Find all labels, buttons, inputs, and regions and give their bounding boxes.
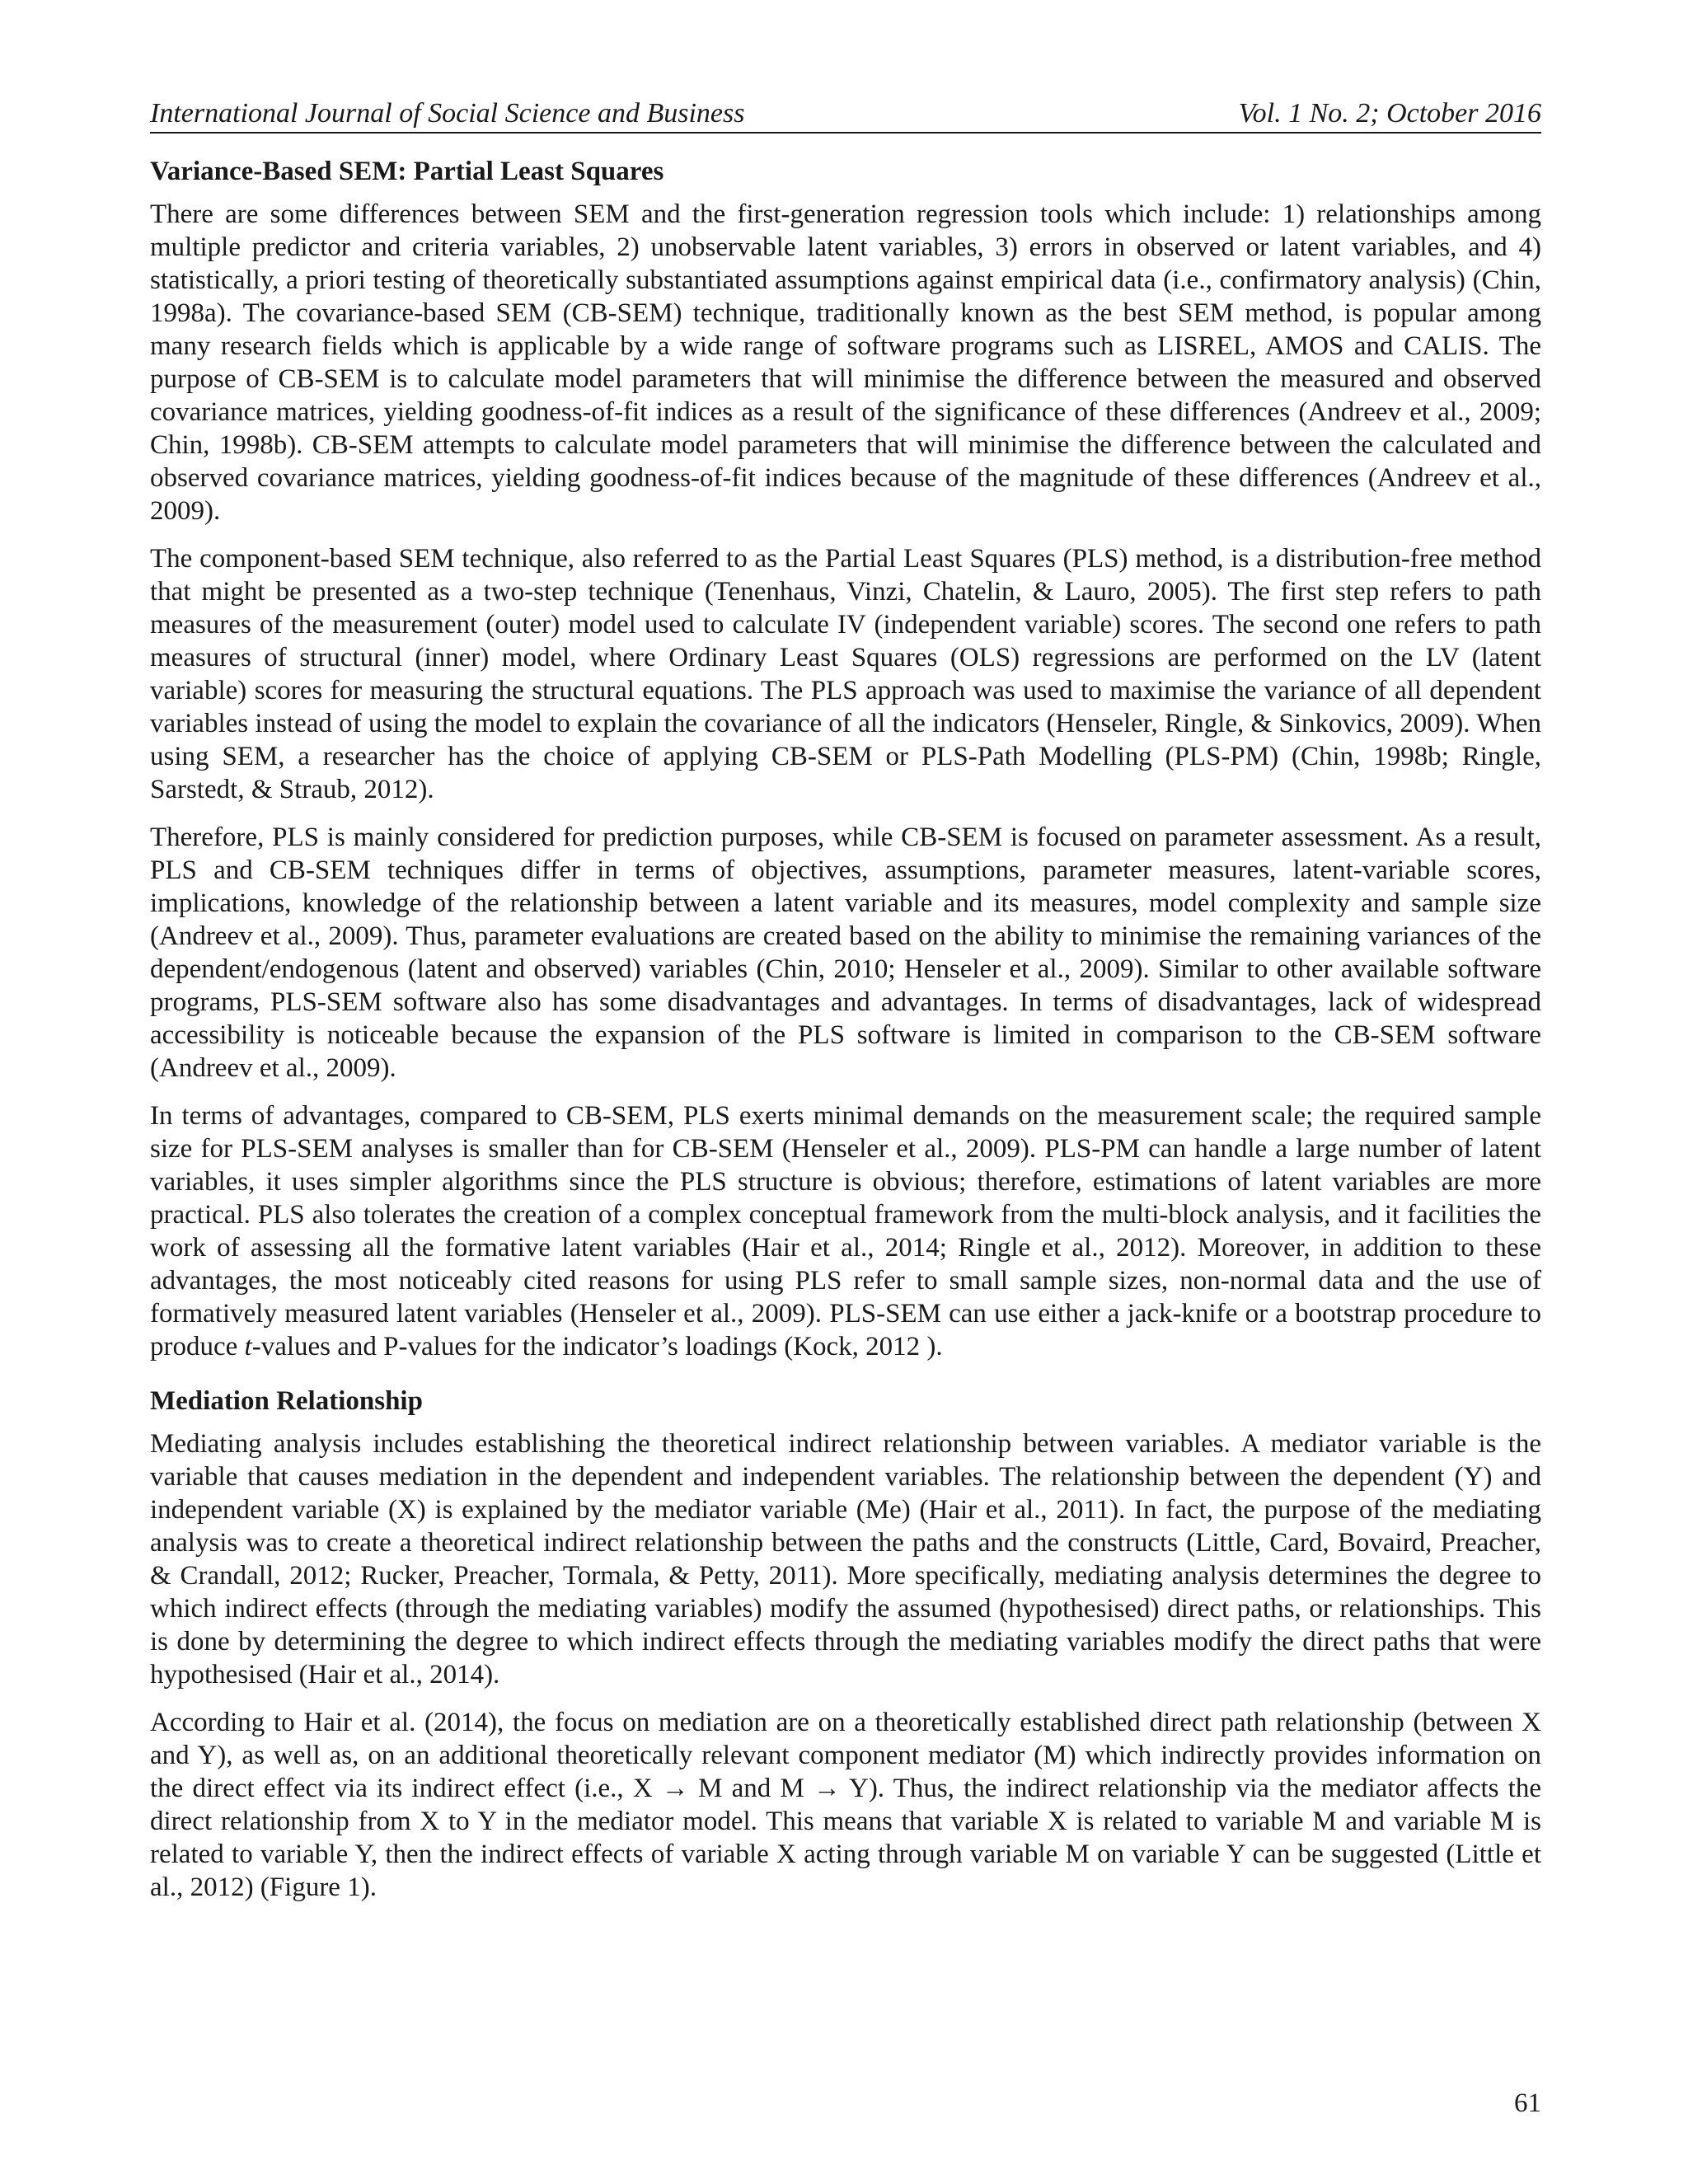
paragraph-sem-differences: There are some differences between SEM and the first-generation regression tools which include: 1) relationships among multiple predictor and criteria variables, 2) unobservable latent variables, 3) errors in observed or latent variables, and 4) statistically, a priori testing of theoretically substantiated assumptions against empirical data (i.e., confirmatory analysis) (Chin, 1998a). The covariance-based SEM (CB-SEM) technique, traditionally known as the best SEM method, is popular among many research fields which is applicable by a wide range of software programs such as LISREL, AMOS and CALIS. The purpose of CB-SEM is to calculate model parameters that will minimise the difference between the measured and observed covariance matrices, yielding goodness-of-fit indices as a result of the significance of these differences (Andreev et al., 2009; Chin, 1998b). CB-SEM attempts to calculate model parameters that will minimise the difference between the calculated and observed covariance matrices, yielding goodness-of-fit indices because of the magnitude of these differences (Andreev et al., 2009). (150, 199, 1541, 526)
paragraph-pls-advantages (150, 1099, 1541, 1363)
section-heading-mediation: Mediation Relationship (150, 1386, 423, 1416)
advantages-text-part-1: In terms of advantages, compared to CB-SEM, PLS exerts minimal demands on the measurement scale; the required sample size for PLS-SEM analyses is smaller than for CB-SEM (Henseler et al., 2009). PLS-PM can handle a large number of latent variables, it uses simpler algorithms since the PLS structure is obvious; therefore, estimations of latent variables are more practical. PLS also tolerates the creation of a complex conceptual framework from the multi-block analysis, and it facilities the work of assessing all the formative latent variables (Hair et al., 2014; Ringle et al., 2012). Moreover, in addition to these advantages, the most noticeably cited reasons for using PLS refer to small sample sizes, non-normal data and the use of formatively measured latent variables (Henseler et al., 2009). PLS-SEM can use either a jack-knife or a bootstrap procedure to produce (150, 1101, 1541, 1361)
volume-issue: Vol. 1 No. 2; October 2016 (1238, 98, 1541, 129)
paragraph-component-based-sem: The component-based SEM technique, also referred to as the Partial Least Squares (PLS) method, is a distribution-free method that might be presented as a two-step technique (Tenenhaus, Vinzi, Chatelin, & Lauro, 2005). The first step refers to path measures of the measurement (outer) model used to calculate IV (independent variable) scores. The second one refers to path measures of structural (inner) model, where Ordinary Least Squares (OLS) regressions are performed on the LV (latent variable) scores for measuring the structural equations. The PLS approach was used to maximise the variance of all dependent variables instead of using the model to explain the covariance of all the indicators (Henseler, Ringle, & Sinkovics, 2009). When using SEM, a researcher has the choice of applying CB-SEM or PLS-Path Modelling (PLS-PM) (Chin, 1998b; Ringle, Sarstedt, & Straub, 2012). (150, 544, 1541, 804)
journal-title: International Journal of Social Science and Business (150, 98, 745, 129)
page (150, 97, 1541, 1919)
page-number: 61 (1514, 2088, 1541, 2118)
paragraph-hair-mediation: According to Hair et al. (2014), the focus on mediation are on a theoretically established direct path relationship (between X and Y), as well as, on an additional theoretically relevant component mediator (M) which indirectly provides information on the direct effect via its indirect effect (i.e., X → M and M → Y). Thus, the indirect relationship via the mediator affects the direct relationship from X to Y in the mediator model. This means that variable X is related to variable M and variable M is related to variable Y, then the indirect effects of variable X acting through variable M on variable Y can be suggested (Little et al., 2012) (Figure 1). (150, 1708, 1541, 1902)
paragraph-pls-prediction: Therefore, PLS is mainly considered for prediction purposes, while CB-SEM is focused on parameter assessment. As a result, PLS and CB-SEM techniques differ in terms of objectives, assumptions, parameter measures, latent-variable scores, implications, knowledge of the relationship between a latent variable and its measures, model complexity and sample size (Andreev et al., 2009). Thus, parameter evaluations are created based on the ability to minimise the remaining variances of the dependent/endogenous (latent and observed) variables (Chin, 2010; Henseler et al., 2009). Similar to other available software programs, PLS-SEM software also has some disadvantages and advantages. In terms of disadvantages, lack of widespread accessibility is noticeable because the expansion of the PLS software is limited in comparison to the CB-SEM software (Andreev et al., 2009). (150, 823, 1541, 1083)
t-italic: t (244, 1332, 252, 1361)
running-head (150, 97, 1541, 134)
advantages-text-part-2: -values and P-values for the indicator’s loadings (Kock, 2012 ). (251, 1332, 943, 1361)
section-heading-pls: Variance-Based SEM: Partial Least Squares (150, 157, 664, 186)
paragraph-mediating-analysis: Mediating analysis includes establishing the theoretical indirect relationship between variables. A mediator variable is the variable that causes mediation in the dependent and independent variables. The relationship between the dependent (Y) and independent variable (X) is explained by the mediator variable (Me) (Hair et al., 2011). In fact, the purpose of the mediating analysis was to create a theoretical indirect relationship between the paths and the constructs (Little, Card, Bovaird, Preacher, & Crandall, 2012; Rucker, Preacher, Tormala, & Petty, 2011). More specifically, mediating analysis determines the degree to which indirect effects (through the mediating variables) modify the assumed (hypothesised) direct paths, or relationships. This is done by determining the degree to which indirect effects through the mediating variables modify the direct paths that were hypothesised (Hair et al., 2014). (150, 1429, 1541, 1690)
